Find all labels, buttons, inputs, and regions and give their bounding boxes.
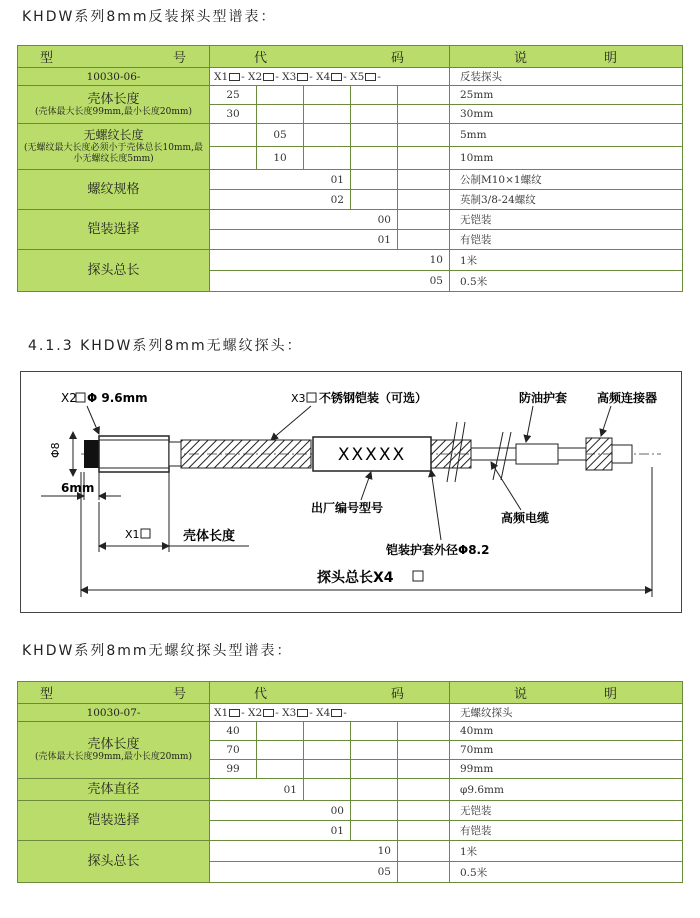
code-cell: 01 <box>210 230 398 250</box>
desc-cell: 无铠装 <box>450 801 683 821</box>
desc-cell: 有铠装 <box>450 230 683 250</box>
row-label-total-length: 探头总长 <box>18 841 210 883</box>
code-pattern: X1 - X2 - X3 - X4 - <box>210 704 450 722</box>
header-code: 代 码 <box>210 682 450 704</box>
model-desc: 反装探头 <box>450 68 683 86</box>
row-label-shell-length: 壳体长度 (壳体最大长度99mm,最小长度20mm) <box>18 86 210 124</box>
section2-heading: 4.1.3 KHDW系列8mm无螺纹探头： <box>28 338 303 354</box>
code-cell: 05 <box>210 271 450 292</box>
label-connector: 高频连接器 <box>597 391 658 405</box>
code-cell: 05 <box>210 862 398 883</box>
row-label-shell-length: 壳体长度 (壳体最大长度99mm,最小长度20mm) <box>18 722 210 779</box>
label-6mm: 6mm <box>61 481 95 495</box>
code-cell: 10 <box>210 250 450 271</box>
desc-cell: 5mm <box>450 124 683 147</box>
oil-sleeve <box>516 444 558 464</box>
code-cell: 25 <box>210 86 257 105</box>
desc-cell: 英制3/8-24螺纹 <box>450 190 683 210</box>
desc-cell: 25mm <box>450 86 683 105</box>
model-desc: 无螺纹探头 <box>450 704 683 722</box>
code-cell: 00 <box>210 801 351 821</box>
label-x1: X1 <box>125 528 140 541</box>
probe-diagram <box>20 371 682 613</box>
code-cell: 10 <box>210 841 398 862</box>
probe-tip <box>84 440 99 468</box>
desc-cell: 1米 <box>450 250 683 271</box>
model-cell: 10030-06- <box>18 68 210 86</box>
desc-cell: 99mm <box>450 760 683 779</box>
label-x3: X3 <box>291 392 306 405</box>
header-model: 型 号 <box>18 46 210 68</box>
code-cell: 70 <box>210 741 257 760</box>
label-cable: 高频电缆 <box>501 511 550 525</box>
code-cell: 10 <box>257 147 304 170</box>
label-marking: XXXXX <box>337 445 407 465</box>
label-armor-dia: 铠装护套外径Φ8.2 <box>386 543 490 557</box>
probe-shell <box>99 436 169 472</box>
model-cell: 10030-07- <box>18 704 210 722</box>
row-label-total-length: 探头总长 <box>18 250 210 292</box>
code-cell: 02 <box>210 190 351 210</box>
table1 <box>17 45 683 292</box>
header-model: 型 号 <box>18 682 210 704</box>
desc-cell: 0.5米 <box>450 271 683 292</box>
desc-cell: 40mm <box>450 722 683 741</box>
row-label-shell-diameter: 壳体直径 <box>18 779 210 801</box>
desc-cell: 0.5米 <box>450 862 683 883</box>
row-label-unthreaded-length: 无螺纹长度 (无螺纹最大长度必须小于壳体总长10mm,最小无螺纹长度5mm) <box>18 124 210 170</box>
desc-cell: 公制M10×1螺纹 <box>450 170 683 190</box>
table1-heading: KHDW系列8mm反装探头型谱表： <box>22 9 277 25</box>
label-factory-no: 出厂编号型号 <box>311 501 384 515</box>
desc-cell: φ9.6mm <box>450 779 683 801</box>
label-armor: 不锈钢铠装（可选） <box>319 391 428 405</box>
header-code: 代 码 <box>210 46 450 68</box>
label-oil-sleeve: 防油护套 <box>519 391 568 405</box>
label-total-length: 探头总长X4 <box>317 570 394 586</box>
code-cell: 01 <box>210 170 351 190</box>
label-x2-dim: Φ 9.6mm <box>87 391 148 405</box>
code-cell: 40 <box>210 722 257 741</box>
desc-cell: 30mm <box>450 105 683 124</box>
row-label-armor: 铠装选择 <box>18 801 210 841</box>
cable <box>471 448 516 460</box>
table2-heading: KHDW系列8mm无螺纹探头型谱表： <box>22 643 293 659</box>
header-desc: 说 明 <box>450 46 683 68</box>
label-phi8: Φ8 <box>49 442 62 458</box>
connector <box>586 438 612 470</box>
code-cell: 01 <box>210 821 351 841</box>
row-label-armor: 铠装选择 <box>18 210 210 250</box>
label-x2: X2 <box>61 391 77 405</box>
code-cell: 00 <box>210 210 398 230</box>
code-cell: 99 <box>210 760 257 779</box>
table2 <box>17 681 683 883</box>
desc-cell: 无铠装 <box>450 210 683 230</box>
desc-cell: 1米 <box>450 841 683 862</box>
label-shell-length: 壳体长度 <box>183 529 236 544</box>
desc-cell: 有铠装 <box>450 821 683 841</box>
header-desc: 说 明 <box>450 682 683 704</box>
desc-cell: 10mm <box>450 147 683 170</box>
probe-drawing <box>21 372 681 612</box>
desc-cell: 70mm <box>450 741 683 760</box>
code-cell: 05 <box>257 124 304 147</box>
code-cell: 01 <box>210 779 304 801</box>
code-pattern: X1 - X2 - X3 - X4 - X5 - <box>210 68 450 86</box>
row-label-thread-spec: 螺纹规格 <box>18 170 210 210</box>
armor-spring <box>181 440 311 468</box>
code-cell: 30 <box>210 105 257 124</box>
